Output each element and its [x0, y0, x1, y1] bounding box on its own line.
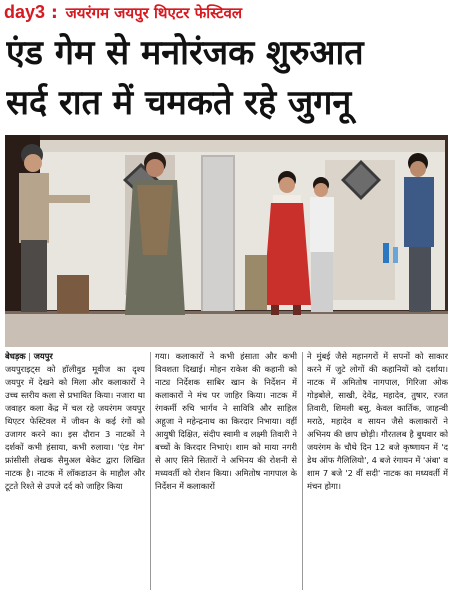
stage-photo-illustration — [5, 135, 448, 347]
section-kicker — [4, 2, 242, 24]
article-paragraph-1 — [5, 350, 145, 493]
headline-line-2: सर्द रात में चमकते रहे जुगनू — [6, 83, 352, 123]
kicker-day: day3 — [4, 2, 46, 22]
dateline-separator: | — [25, 351, 34, 361]
article-body — [5, 350, 448, 594]
article-column-1 — [5, 350, 145, 594]
column-1-text: जयपुराइट्स को हॉलीवुड मूवीज का दृश्य जयपुर में देखने को मिला और कलाकारों ने उच्च स्तरीय कला से प्रभावित किया। नजारा था जवाहर कला केंद्र में चल रहे जयरंगम जयपुर थिएटर फेस्टिवल में जीवन के कई रंगों को उजागर करने का। इस दौरान 3 नाटकों ने दर्शकों कभी हंसाया, कभी रुलाया। 'एंड गेम' फ्रांसीसी लेखक सैमुअल बेकेट द्वारा लिखित नाटक है। नाटक में लॉकडाउन के माहौल और टूटते रिश्ते से उपजे दर्द को जाहिर किया — [5, 364, 145, 491]
dateline-city: जयपुर — [33, 351, 53, 361]
dateline — [5, 351, 53, 361]
stage-photo — [5, 135, 448, 347]
kicker-colon: : — [45, 3, 64, 23]
column-3-text: ने मुंबई जैसे महानगरों में सपनों को साकार करने में जुटे लोगों की कहानियों को दर्शाया। नाटक में अमितोष नागपाल, गिरिजा ओक गोड़बोले, साखी, देवेंद्र, महादेव, तुषार, रजत तिवारी, शिमली बसु, केवल कार्तिक, जाहन्वी मराठे, महादेव व सायन जैसे कलाकारों ने अभिनय की छाप छोड़ी। गौरतलब है बुधवार को जयरंगम के चौथे दिन 12 बजे कृष्णायन में 'द डेथ ऑफ गैलिलियो', 4 बजे रंगायन में 'अंबा' व शाम 7 बजे '2 वीं सदी' नाटक का मध्यवर्ती में मंचन होगा। — [307, 351, 448, 491]
column-divider — [150, 352, 151, 590]
column-divider — [302, 352, 303, 590]
article-column-3 — [307, 350, 448, 594]
column-2-text: गया। कलाकारों ने कभी हंसाता और कभी विवशता दिखाई। मोहन राकेश की कहानी को नाट्य निर्देशक साबिर खान के निर्देशन में कलाकारों ने मंच पर जाहिर किया। नाटक में रंगकर्मी रुचि भार्गव ने सावित्रि और साहिल अहूजा ने महेन्द्रनाथ का किरदार निभाया। वहीं आयुषी दिक्षित, संदीप स्वामी व लक्ष्मी तिवारी ने बच्चों के किरदार निभाएं। शाम को माया नगरी से आए सिने सितारों ने अभिनय की रोशनी से मध्यवर्ती को रोशन किया। अमितोष नागपाल के निर्देशन में कलाकारों — [155, 351, 297, 491]
kicker-event: जयरंगम जयपुर थिएटर फेस्टिवल — [65, 4, 243, 22]
article-column-2 — [155, 350, 297, 594]
headline-line-1: एंड गेम से मनोरंजक शुरुआत — [6, 33, 364, 73]
dateline-source: बेधड़क — [5, 351, 26, 361]
